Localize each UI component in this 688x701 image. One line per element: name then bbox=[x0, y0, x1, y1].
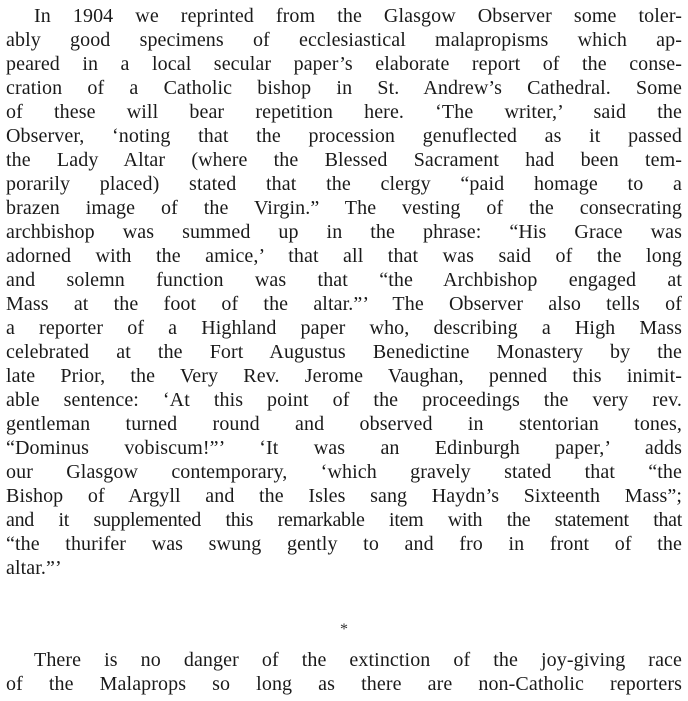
text-line: “Dominus vobiscum!”’ ‘It was an Edinburgh paper,’ adds bbox=[6, 437, 682, 459]
text-line: porarily placed) stated that the clergy “paid homage to a bbox=[6, 173, 682, 195]
section-separator: * bbox=[340, 621, 348, 638]
text-line: our Glasgow contemporary, ‘which gravely stated that “the bbox=[6, 461, 682, 483]
text-line: Observer, ‘noting that the procession genuflected as it passed bbox=[6, 125, 682, 147]
text-line: celebrated at the Fort Augustus Benedictine Monastery by the bbox=[6, 341, 682, 363]
text-line: late Prior, the Very Rev. Jerome Vaughan, penned this inimit- bbox=[6, 365, 682, 387]
text-line: Bishop of Argyll and the Isles sang Haydn’s Sixteenth Mass”; bbox=[6, 485, 682, 507]
text-line: archbishop was summed up in the phrase: “His Grace was bbox=[6, 221, 682, 243]
text-line: of these will bear repetition here. ‘The writer,’ said the bbox=[6, 101, 682, 123]
text-line: There is no danger of the extinction of the joy-giving race bbox=[34, 649, 682, 671]
text-line: and solemn function was that “the Archbishop engaged at bbox=[6, 269, 682, 291]
text-line: and it supplemented this remarkable item with the statement that bbox=[6, 509, 682, 531]
text-line: gentleman turned round and observed in stentorian tones, bbox=[6, 413, 682, 435]
text-line: In 1904 we reprinted from the Glasgow Observer some toler- bbox=[34, 5, 682, 27]
text-line: able sentence: ‘At this point of the proceedings the very rev. bbox=[6, 389, 682, 411]
text-line: cration of a Catholic bishop in St. Andrew’s Cathedral. Some bbox=[6, 77, 682, 99]
text-line: the Lady Altar (where the Blessed Sacrament had been tem- bbox=[6, 149, 682, 171]
text-line: “the thurifer was swung gently to and fro in front of the bbox=[6, 533, 682, 555]
text-line: Mass at the foot of the altar.”’ The Observer also tells of bbox=[6, 293, 682, 315]
text-line: a reporter of a Highland paper who, describing a High Mass bbox=[6, 317, 682, 339]
text-line: of the Malaprops so long as there are non-Catholic reporters bbox=[6, 673, 682, 695]
text-line: ably good specimens of ecclesiastical malapropisms which ap- bbox=[6, 29, 682, 51]
text-line: adorned with the amice,’ that all that was said of the long bbox=[6, 245, 682, 267]
text-line: brazen image of the Virgin.” The vesting of the consecrating bbox=[6, 197, 682, 219]
text-line: peared in a local secular paper’s elaborate report of the conse- bbox=[6, 53, 682, 75]
text-line: altar.”’ bbox=[6, 557, 62, 579]
